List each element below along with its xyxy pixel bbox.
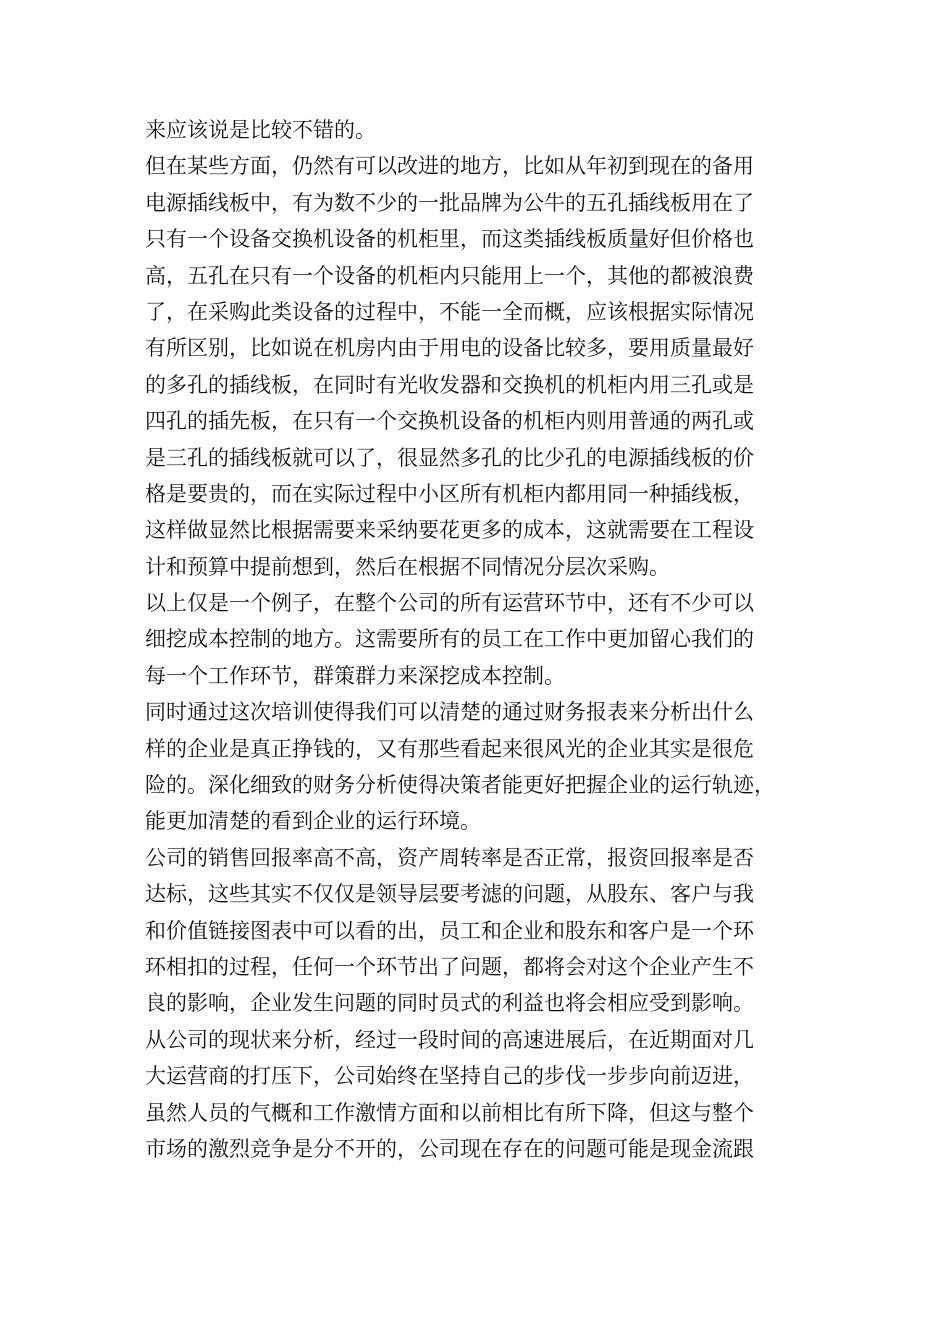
text-line-6: 了，在采购此类设备的过程中，不能一全而概，应该根据实际情况 bbox=[145, 299, 754, 324]
text-line-24: 环相扣的过程，任何一个环节出了问题，都将会对这个企业产生不 bbox=[145, 954, 754, 979]
text-line-17: 同时通过这次培训使得我们可以清楚的通过财务报表来分析出什么 bbox=[145, 700, 754, 725]
text-line-20: 能更加清楚的看到企业的运行环境。 bbox=[145, 809, 481, 834]
text-line-26: 从公司的现状来分析，经过一段时间的高速进展后，在近期面对几 bbox=[145, 1027, 754, 1052]
text-line-11: 格是要贵的，而在实际过程中小区所有机柜内都用同一种插线板， bbox=[145, 481, 754, 506]
text-line-8: 的多孔的插线板，在同时有光收发器和交换机的机柜内用三孔或是 bbox=[145, 372, 754, 397]
text-line-7: 有所区别，比如说在机房内由于用电的设备比较多，要用质量最好 bbox=[145, 336, 754, 361]
text-line-16: 每一个工作环节，群策群力来深挖成本控制。 bbox=[145, 663, 565, 688]
body-text bbox=[145, 112, 815, 1167]
text-line-13: 计和预算中提前想到，然后在根据不同情况分层次采购。 bbox=[145, 554, 670, 579]
text-line-2: 但在某些方面，仍然有可以改进的地方，比如从年初到现在的备用 bbox=[145, 154, 754, 179]
text-line-5: 高，五孔在只有一个设备的机柜内只能用上一个，其他的都被浪费 bbox=[145, 263, 754, 288]
text-line-3: 电源插线板中，有为数不少的一批品牌为公牛的五孔插线板用在了 bbox=[145, 190, 754, 215]
text-line-27: 大运营商的打压下，公司始终在坚持自己的步伐一步步向前迈进， bbox=[145, 1064, 754, 1089]
text-line-12: 这样做显然比根据需要来采纳要花更多的成本，这就需要在工程设 bbox=[145, 518, 754, 543]
text-line-18: 样的企业是真正挣钱的，又有那些看起来很风光的企业其实是很危 bbox=[145, 736, 754, 761]
text-line-1: 来应该说是比较不错的。 bbox=[145, 118, 376, 142]
text-line-25: 良的影响，企业发生问题的同时员式的利益也将会相应受到影响。 bbox=[145, 991, 754, 1016]
text-line-28: 虽然人员的气概和工作激情方面和以前相比有所下降，但这与整个 bbox=[145, 1100, 754, 1125]
text-line-15: 细挖成本控制的地方。这需要所有的员工在工作中更加留心我们的 bbox=[145, 627, 754, 652]
text-line-9: 四孔的插先板，在只有一个交换机设备的机柜内则用普通的两孔或 bbox=[145, 409, 754, 434]
text-line-10: 是三孔的插线板就可以了，很显然多孔的比少孔的电源插线板的价 bbox=[145, 445, 754, 470]
text-line-19: 险的。深化细致的财务分析使得决策者能更好把握企业的运行轨迹， bbox=[145, 773, 775, 798]
text-line-29: 市场的激烈竞争是分不开的，公司现在存在的问题可能是现金流跟 bbox=[145, 1136, 754, 1161]
text-line-23: 和价值链接图表中可以看的出，员工和企业和股东和客户是一个环 bbox=[145, 918, 754, 943]
text-line-22: 达标，这些其实不仅仅是领导层要考滤的问题，从股东、客户与我 bbox=[145, 882, 754, 907]
text-line-21: 公司的销售回报率高不高，资产周转率是否正常，报资回报率是否 bbox=[145, 845, 754, 870]
text-line-4: 只有一个设备交换机设备的机柜里，而这类插线板质量好但价格也 bbox=[145, 227, 754, 252]
text-line-14: 以上仅是一个例子，在整个公司的所有运营环节中，还有不少可以 bbox=[145, 591, 754, 616]
